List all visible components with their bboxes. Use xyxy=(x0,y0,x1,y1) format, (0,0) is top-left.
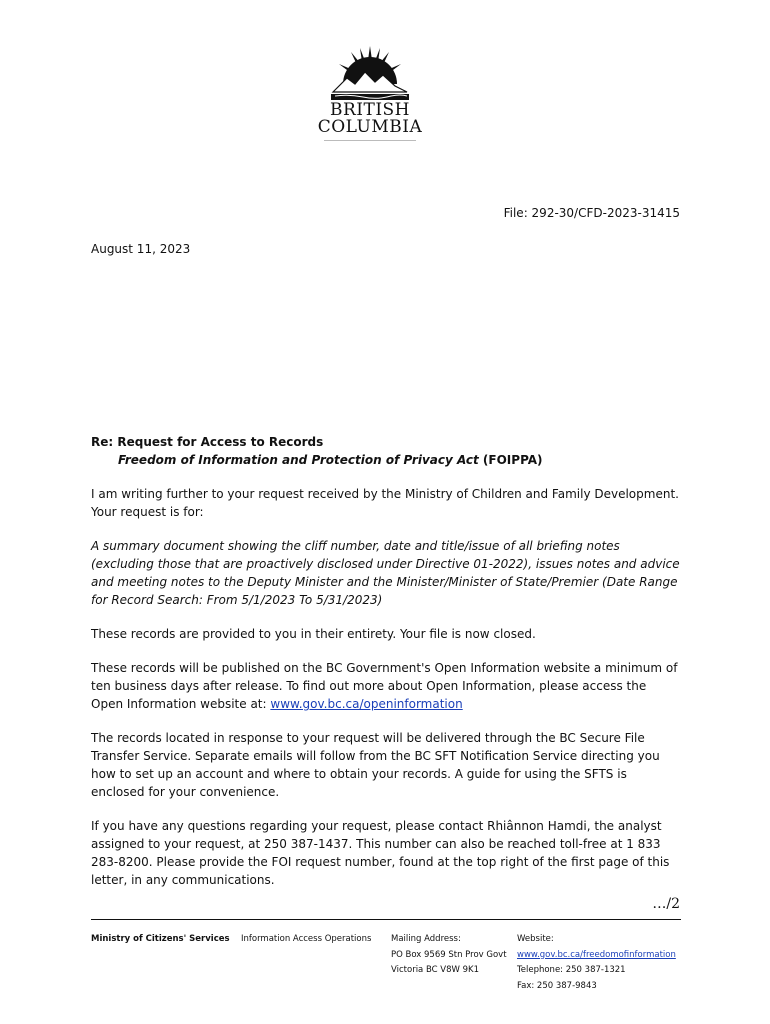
continued-page-indicator: …/2 xyxy=(652,896,680,912)
website-label: Website: xyxy=(517,934,554,944)
logo-word-columbia: COLUMBIA xyxy=(317,117,423,137)
records-provided-paragraph: These records are provided to you in their entirety. Your file is now closed. xyxy=(91,627,536,641)
contact-paragraph: If you have any questions regarding your request, please contact Rhiânnon Hamdi, the analyst assigned to your request, at 250 387-1437. This number can also be reached toll-free at 1 833 283-8200. Please provide the FOI request number, found at the top right of the first page of this letter, in any communications. xyxy=(91,819,670,887)
footer-divider xyxy=(91,919,681,920)
telephone: Telephone: 250 387-1321 xyxy=(517,965,626,975)
footer-branch: Information Access Operations xyxy=(241,934,372,944)
foi-website-link[interactable]: www.gov.bc.ca/freedomofinformation xyxy=(517,949,676,960)
act-name: Freedom of Information and Protection of Privacy Act xyxy=(118,453,479,467)
file-number: File: 292-30/CFD-2023-31415 xyxy=(503,206,680,220)
letter-body xyxy=(91,433,681,889)
logo-word-british: BRITISH xyxy=(329,100,411,120)
bc-sun-mountains-icon xyxy=(329,44,411,102)
request-description: A summary document showing the cliff number, date and title/issue of all briefing notes (excluding those that are proactively disclosed under Directive 01-2022), issues notes and advice and meeting notes to the Deputy Minister and the Minister/Minister of State/Premier (Date Range for Record Search: From 5/1/2023 To 5/31/2023) xyxy=(91,539,680,607)
mailing-line-2: Victoria BC V8W 9K1 xyxy=(391,965,480,975)
footer-contact xyxy=(517,932,676,994)
footer-mailing-address xyxy=(391,932,507,979)
publication-text: These records will be published on the BC Government's Open Information website a minimum of ten business days after release. To find out more about Open Information, please access the Open Information website at: xyxy=(91,661,678,711)
delivery-paragraph: The records located in response to your request will be delivered through the BC Secure File Transfer Service. Separate emails will follow from the BC SFT Notification Service directing you how to set up an account and where to obtain your records. A guide for using the SFTS is enclosed for your convenience. xyxy=(91,731,660,799)
logo-underline xyxy=(324,140,416,141)
footer-ministry: Ministry of Citizens' Services xyxy=(91,934,230,944)
intro-paragraph: I am writing further to your request received by the Ministry of Children and Family Development. Your request is for: xyxy=(91,487,679,519)
letter-date: August 11, 2023 xyxy=(91,242,191,256)
subject-act xyxy=(91,451,681,469)
act-abbreviation: (FOIPPA) xyxy=(478,453,543,467)
mailing-label: Mailing Address: xyxy=(391,934,461,944)
publication-paragraph xyxy=(91,659,681,713)
open-information-link[interactable]: www.gov.bc.ca/openinformation xyxy=(270,697,463,711)
fax: Fax: 250 387-9843 xyxy=(517,980,597,991)
subject-heading: Re: Request for Access to Records xyxy=(91,435,324,449)
bc-government-logo xyxy=(310,44,430,150)
mailing-line-1: PO Box 9569 Stn Prov Govt xyxy=(391,949,507,960)
